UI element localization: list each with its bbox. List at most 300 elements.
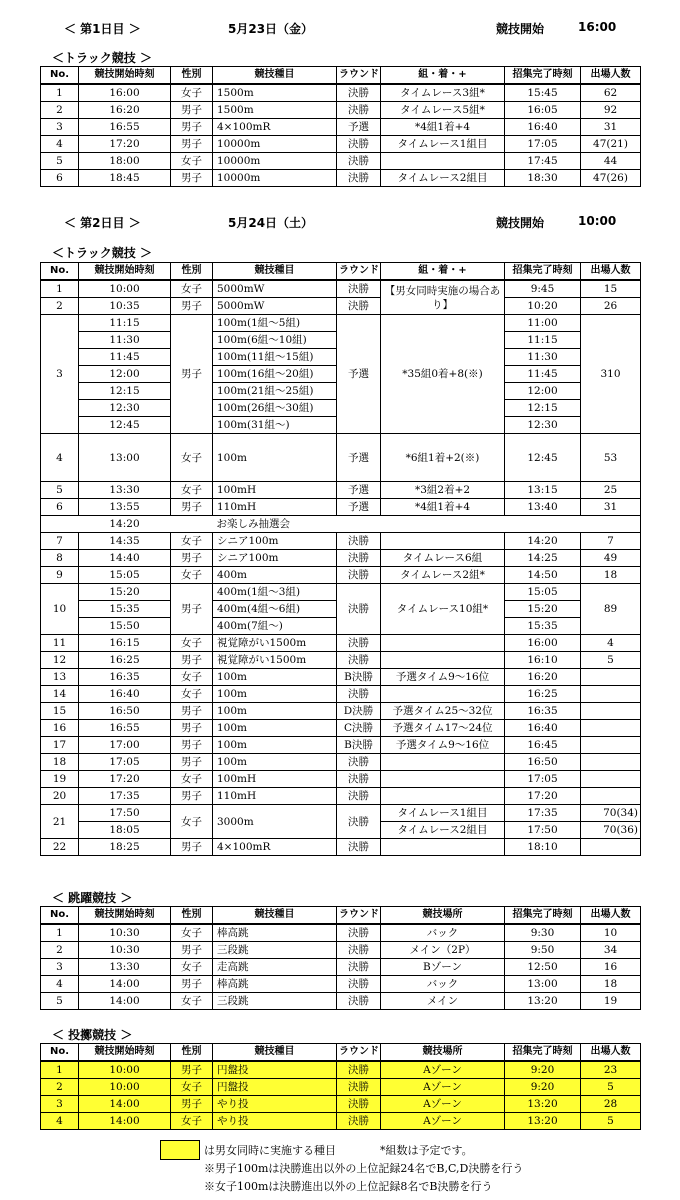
cell-round: 決勝	[337, 652, 381, 669]
note-legend: は男女同時に実施する種目	[204, 1144, 336, 1157]
cell-entries: 10	[581, 924, 641, 942]
cell-group: タイムレース2組目	[381, 822, 505, 839]
cell-event: 視覚障がい1500m	[213, 635, 337, 652]
cell-time: 16:55	[79, 119, 171, 136]
table-row	[41, 686, 641, 703]
cell-call: 15:05	[505, 584, 581, 601]
cell-no: 5	[41, 993, 79, 1010]
table-row	[41, 788, 641, 805]
cell-call: 14:25	[505, 550, 581, 567]
cell-call: 16:25	[505, 686, 581, 703]
cell-event: 100m	[213, 737, 337, 754]
col-no: No.	[41, 907, 79, 925]
cell-entries: 7	[581, 533, 641, 550]
cell-time: 15:50	[79, 618, 171, 635]
cell-entries: 18	[581, 567, 641, 584]
cell-group: 予選タイム17～24位	[381, 720, 505, 737]
cell-time: 14:00	[79, 976, 171, 993]
cell-event: 視覚障がい1500m	[213, 652, 337, 669]
cell-entries: 31	[581, 499, 641, 516]
col-start: 競技開始時刻	[79, 907, 171, 925]
col-no: No.	[41, 263, 79, 281]
cell-call: 12:00	[505, 383, 581, 400]
cell-event: 100m(31組～)	[213, 417, 337, 434]
cell-event: 110mH	[213, 499, 337, 516]
cell-no: 1	[41, 84, 79, 102]
cell-event: 100m	[213, 686, 337, 703]
cell-time: 18:05	[79, 822, 171, 839]
cell-event: シニア100m	[213, 550, 337, 567]
cell-call: 17:45	[505, 153, 581, 170]
cell-gender: 男子	[171, 119, 213, 136]
cell-group	[381, 686, 505, 703]
cell-call: 13:20	[505, 1096, 581, 1113]
cell-event: 100m(21組～25組)	[213, 383, 337, 400]
cell-call: 16:50	[505, 754, 581, 771]
cell-gender: 女子	[171, 993, 213, 1010]
cell-no: 3	[41, 959, 79, 976]
day2-label: ＜ 第2日目 ＞	[64, 216, 141, 230]
cell-round: 決勝	[337, 280, 381, 298]
cell-time: 14:35	[79, 533, 171, 550]
cell-time: 16:25	[79, 652, 171, 669]
day1-date: 5月23日（金）	[228, 22, 314, 36]
cell-call: 16:00	[505, 635, 581, 652]
cell-event: 棒高跳	[213, 924, 337, 942]
table-row	[41, 482, 641, 499]
cell-entries: 70(36)	[581, 822, 641, 839]
cell-entries	[581, 720, 641, 737]
cell-group	[381, 153, 505, 170]
cell-call: 13:20	[505, 1113, 581, 1130]
cell-round: 決勝	[337, 584, 381, 635]
cell-no: 16	[41, 720, 79, 737]
cell-no: 14	[41, 686, 79, 703]
col-call: 招集完了時刻	[505, 263, 581, 281]
cell-group: *6組1着+2(※)	[381, 434, 505, 482]
cell-entries: 92	[581, 102, 641, 119]
cell-event: 100m(1組～5組)	[213, 315, 337, 332]
cell-entries: 16	[581, 959, 641, 976]
day2-header	[0, 214, 680, 232]
cell-call: 17:20	[505, 788, 581, 805]
cell-no: 1	[41, 1061, 79, 1079]
cell-call: 16:40	[505, 720, 581, 737]
cell-call: 17:35	[505, 805, 581, 822]
cell-round: 決勝	[337, 84, 381, 102]
cell-call: 12:30	[505, 417, 581, 434]
cell-no: 4	[41, 136, 79, 153]
cell-time: 10:30	[79, 942, 171, 959]
table-row	[41, 1061, 641, 1079]
cell-round: 決勝	[337, 993, 381, 1010]
table-row	[41, 298, 641, 315]
cell-event: 100m(26組～30組)	[213, 400, 337, 417]
cell-round: 決勝	[337, 567, 381, 584]
cell-time: 15:35	[79, 601, 171, 618]
cell-call: 9:45	[505, 280, 581, 298]
table-row	[41, 315, 641, 332]
table-row	[41, 805, 641, 822]
cell-no: 2	[41, 298, 79, 315]
cell-gender: 男子	[171, 1096, 213, 1113]
col-no: No.	[41, 1044, 79, 1062]
table-header	[41, 907, 641, 925]
track1-table	[40, 66, 641, 187]
cell-no: 13	[41, 669, 79, 686]
cell-time: 14:20	[79, 516, 171, 533]
cell-entries	[581, 703, 641, 720]
cell-gender: 男子	[171, 976, 213, 993]
cell-no: 6	[41, 499, 79, 516]
cell-gender: 男子	[171, 102, 213, 119]
cell-no: 5	[41, 153, 79, 170]
cell-entries: 89	[581, 584, 641, 635]
cell-event: 100m(11組～15組)	[213, 349, 337, 366]
cell-round: 決勝	[337, 533, 381, 550]
cell-no: 19	[41, 771, 79, 788]
cell-no: 4	[41, 1113, 79, 1130]
cell-event: 400m(7組～)	[213, 618, 337, 635]
table-row	[41, 976, 641, 993]
cell-no: 17	[41, 737, 79, 754]
cell-round: 決勝	[337, 102, 381, 119]
cell-gender: 女子	[171, 280, 213, 298]
col-start: 競技開始時刻	[79, 1044, 171, 1062]
table-header	[41, 1044, 641, 1062]
cell-round: 決勝	[337, 635, 381, 652]
cell-gender: 男子	[171, 584, 213, 635]
cell-group: *35組0着+8(※)	[381, 315, 505, 434]
table-row	[41, 584, 641, 601]
table-row	[41, 1113, 641, 1130]
cell-no: 3	[41, 1096, 79, 1113]
cell-entries	[581, 754, 641, 771]
note-men100: ※男子100mは決勝進出以外の上位記録24名でB,C,D決勝を行う	[204, 1162, 524, 1175]
cell-round: 決勝	[337, 1096, 381, 1113]
cell-entries: 47(21)	[581, 136, 641, 153]
cell-round: 予選	[337, 315, 381, 434]
cell-no: 2	[41, 1079, 79, 1096]
cell-no: 2	[41, 942, 79, 959]
cell-gender: 女子	[171, 669, 213, 686]
cell-time: 17:05	[79, 754, 171, 771]
col-venue: 競技場所	[381, 1044, 505, 1062]
cell-group	[381, 533, 505, 550]
cell-gender: 女子	[171, 924, 213, 942]
cell-entries	[581, 788, 641, 805]
cell-gender: 女子	[171, 771, 213, 788]
cell-entries: 25	[581, 482, 641, 499]
throw-table	[40, 1043, 641, 1130]
cell-gender: 男子	[171, 942, 213, 959]
cell-event: シニア100m	[213, 533, 337, 550]
cell-time: 14:00	[79, 1113, 171, 1130]
cell-time: 10:00	[79, 1079, 171, 1096]
cell-time: 10:00	[79, 280, 171, 298]
cell-event: 3000m	[213, 805, 337, 839]
cell-time: 13:00	[79, 434, 171, 482]
cell-entries: 47(26)	[581, 170, 641, 187]
cell-group: 予選タイム25～32位	[381, 703, 505, 720]
cell-call: 9:30	[505, 924, 581, 942]
cell-no: 10	[41, 584, 79, 635]
cell-event: 100m	[213, 754, 337, 771]
cell-round: 決勝	[337, 976, 381, 993]
cell-gender: 男子	[171, 315, 213, 434]
col-event: 競技種目	[213, 907, 337, 925]
cell-entries: 31	[581, 119, 641, 136]
cell-call: 15:20	[505, 601, 581, 618]
cell-entries	[581, 839, 641, 856]
cell-gender: 女子	[171, 1079, 213, 1096]
col-group: 組・着・+	[381, 263, 505, 281]
table-row	[41, 652, 641, 669]
cell-no: 18	[41, 754, 79, 771]
cell-time: 16:20	[79, 102, 171, 119]
cell-gender: 男子	[171, 839, 213, 856]
day1-header	[0, 20, 680, 38]
cell-time: 16:35	[79, 669, 171, 686]
col-entries: 出場人数	[581, 907, 641, 925]
cell-time: 15:05	[79, 567, 171, 584]
table-row	[41, 550, 641, 567]
cell-time: 12:45	[79, 417, 171, 434]
cell-group: タイムレース10組*	[381, 584, 505, 635]
cell-no: 11	[41, 635, 79, 652]
cell-no: 22	[41, 839, 79, 856]
cell-group: タイムレース6組	[381, 550, 505, 567]
cell-event: 4×100mR	[213, 839, 337, 856]
cell-round: 決勝	[337, 1079, 381, 1096]
cell-round: 決勝	[337, 298, 381, 315]
col-call: 招集完了時刻	[505, 907, 581, 925]
cell-time: 13:55	[79, 499, 171, 516]
cell-group: タイムレース3組*	[381, 84, 505, 102]
cell-entries	[581, 737, 641, 754]
col-round: ラウンド	[337, 1044, 381, 1062]
cell-no: 4	[41, 976, 79, 993]
cell-gender: 女子	[171, 635, 213, 652]
cell-call: 12:50	[505, 959, 581, 976]
cell-group: 予選タイム9～16位	[381, 737, 505, 754]
cell-round: B決勝	[337, 737, 381, 754]
cell-gender: 男子	[171, 788, 213, 805]
cell-gender: 女子	[171, 434, 213, 482]
cell-venue: メイン	[381, 993, 505, 1010]
cell-call: 10:20	[505, 298, 581, 315]
cell-round: 決勝	[337, 959, 381, 976]
col-start: 競技開始時刻	[79, 263, 171, 281]
cell-venue: Aゾーン	[381, 1096, 505, 1113]
cell-time: 18:00	[79, 153, 171, 170]
track2-table	[40, 262, 641, 856]
cell-event: やり投	[213, 1096, 337, 1113]
cell-event: 100m	[213, 720, 337, 737]
cell-event: 100m(16組～20組)	[213, 366, 337, 383]
table-row	[41, 84, 641, 102]
cell-round: 決勝	[337, 153, 381, 170]
col-call: 招集完了時刻	[505, 1044, 581, 1062]
table-row	[41, 754, 641, 771]
cell-round: C決勝	[337, 720, 381, 737]
cell-gender: 男子	[171, 499, 213, 516]
cell-group: 予選タイム9～16位	[381, 669, 505, 686]
table-row	[41, 1096, 641, 1113]
cell-time: 12:30	[79, 400, 171, 417]
cell-group: *3組2着+2	[381, 482, 505, 499]
cell-group: タイムレース5組*	[381, 102, 505, 119]
section-track1: ＜トラック競技 ＞	[52, 51, 152, 65]
cell-group: タイムレース1組目	[381, 805, 505, 822]
cell-gender: 男子	[171, 652, 213, 669]
cell-event: 100m	[213, 669, 337, 686]
cell-entries	[581, 669, 641, 686]
day1-start-time: 16:00	[578, 20, 617, 34]
cell-call: 16:05	[505, 102, 581, 119]
cell-event: 400m(4組～6組)	[213, 601, 337, 618]
cell-round: 決勝	[337, 686, 381, 703]
cell-event: 400m(1組～3組)	[213, 584, 337, 601]
cell-round: 決勝	[337, 788, 381, 805]
cell-gender: 女子	[171, 153, 213, 170]
cell-call: 12:45	[505, 434, 581, 482]
col-round: ラウンド	[337, 263, 381, 281]
cell-event: 1500m	[213, 84, 337, 102]
col-event: 競技種目	[213, 263, 337, 281]
cell-time: 17:50	[79, 805, 171, 822]
cell-time: 11:45	[79, 349, 171, 366]
cell-call: 18:10	[505, 839, 581, 856]
cell-event: 100m(6組～10組)	[213, 332, 337, 349]
cell-event: 走高跳	[213, 959, 337, 976]
day1-label: ＜ 第1日目 ＞	[64, 22, 141, 36]
col-call: 招集完了時刻	[505, 67, 581, 85]
cell-group: タイムレース2組目	[381, 170, 505, 187]
cell-time: 18:45	[79, 170, 171, 187]
cell-event: 100mH	[213, 482, 337, 499]
highlight-legend-swatch	[160, 1140, 200, 1160]
cell-no: 4	[41, 434, 79, 482]
cell-group: *4組1着+4	[381, 499, 505, 516]
table-row	[41, 499, 641, 516]
cell-round: 予選	[337, 482, 381, 499]
cell-group	[381, 771, 505, 788]
cell-event: 5000mW	[213, 298, 337, 315]
cell-time: 10:30	[79, 924, 171, 942]
cell-gender: 男子	[171, 550, 213, 567]
cell-time: 17:35	[79, 788, 171, 805]
cell-round: 決勝	[337, 754, 381, 771]
cell-gender: 男子	[171, 737, 213, 754]
cell-round: 決勝	[337, 924, 381, 942]
col-group: 組・着・+	[381, 67, 505, 85]
cell-gender: 女子	[171, 686, 213, 703]
col-round: ラウンド	[337, 907, 381, 925]
cell-group: *4組1着+4	[381, 119, 505, 136]
cell-entries: 53	[581, 434, 641, 482]
cell-gender: 女子	[171, 533, 213, 550]
cell-round: 決勝	[337, 136, 381, 153]
cell-call: 11:30	[505, 349, 581, 366]
cell-group	[381, 788, 505, 805]
cell-entries: 26	[581, 298, 641, 315]
cell-gender: 女子	[171, 84, 213, 102]
table-row	[41, 942, 641, 959]
cell-no: 3	[41, 315, 79, 434]
cell-entries	[581, 686, 641, 703]
table-row	[41, 1079, 641, 1096]
cell-venue: バック	[381, 976, 505, 993]
table-row	[41, 737, 641, 754]
cell-time: 13:30	[79, 482, 171, 499]
cell-call: 12:15	[505, 400, 581, 417]
cell-venue: バック	[381, 924, 505, 942]
cell-time: 16:55	[79, 720, 171, 737]
table-row	[41, 280, 641, 298]
cell-no: 9	[41, 567, 79, 584]
table-row	[41, 669, 641, 686]
col-venue: 競技場所	[381, 907, 505, 925]
cell-time: 16:00	[79, 84, 171, 102]
cell-call: 15:35	[505, 618, 581, 635]
cell-event: 1500m	[213, 102, 337, 119]
section-jump: ＜ 跳躍競技 ＞	[52, 891, 133, 905]
table-row	[41, 993, 641, 1010]
table-row	[41, 635, 641, 652]
cell-no	[41, 516, 79, 533]
cell-time: 16:50	[79, 703, 171, 720]
cell-round: 決勝	[337, 771, 381, 788]
cell-venue: メイン（2P）	[381, 942, 505, 959]
cell-no: 5	[41, 482, 79, 499]
jump-table	[40, 906, 641, 1010]
cell-round: 決勝	[337, 550, 381, 567]
cell-venue: Aゾーン	[381, 1079, 505, 1096]
note-women100: ※女子100mは決勝進出以外の上位記録8名でB決勝を行う	[204, 1180, 493, 1193]
table-row	[41, 516, 641, 533]
cell-call: 13:15	[505, 482, 581, 499]
table-row	[41, 771, 641, 788]
cell-no: 1	[41, 280, 79, 298]
cell-venue: Bゾーン	[381, 959, 505, 976]
cell-event: 10000m	[213, 153, 337, 170]
cell-round: 予選	[337, 434, 381, 482]
table-row	[41, 924, 641, 942]
cell-entries: 4	[581, 635, 641, 652]
cell-call: 9:20	[505, 1061, 581, 1079]
cell-gender: 男子	[171, 703, 213, 720]
col-gender: 性別	[171, 1044, 213, 1062]
table-row	[41, 703, 641, 720]
cell-no: 6	[41, 170, 79, 187]
cell-no: 15	[41, 703, 79, 720]
cell-time: 11:15	[79, 315, 171, 332]
cell-time: 10:00	[79, 1061, 171, 1079]
cell-entries	[581, 771, 641, 788]
cell-event: 三段跳	[213, 942, 337, 959]
cell-no: 21	[41, 805, 79, 839]
cell-call: 9:50	[505, 942, 581, 959]
table-row	[41, 567, 641, 584]
cell-gender: 女子	[171, 1113, 213, 1130]
cell-event: 円盤投	[213, 1079, 337, 1096]
cell-time: 17:00	[79, 737, 171, 754]
col-event: 競技種目	[213, 1044, 337, 1062]
day2-start-time: 10:00	[578, 214, 617, 228]
cell-no: 20	[41, 788, 79, 805]
table-row	[41, 434, 641, 482]
